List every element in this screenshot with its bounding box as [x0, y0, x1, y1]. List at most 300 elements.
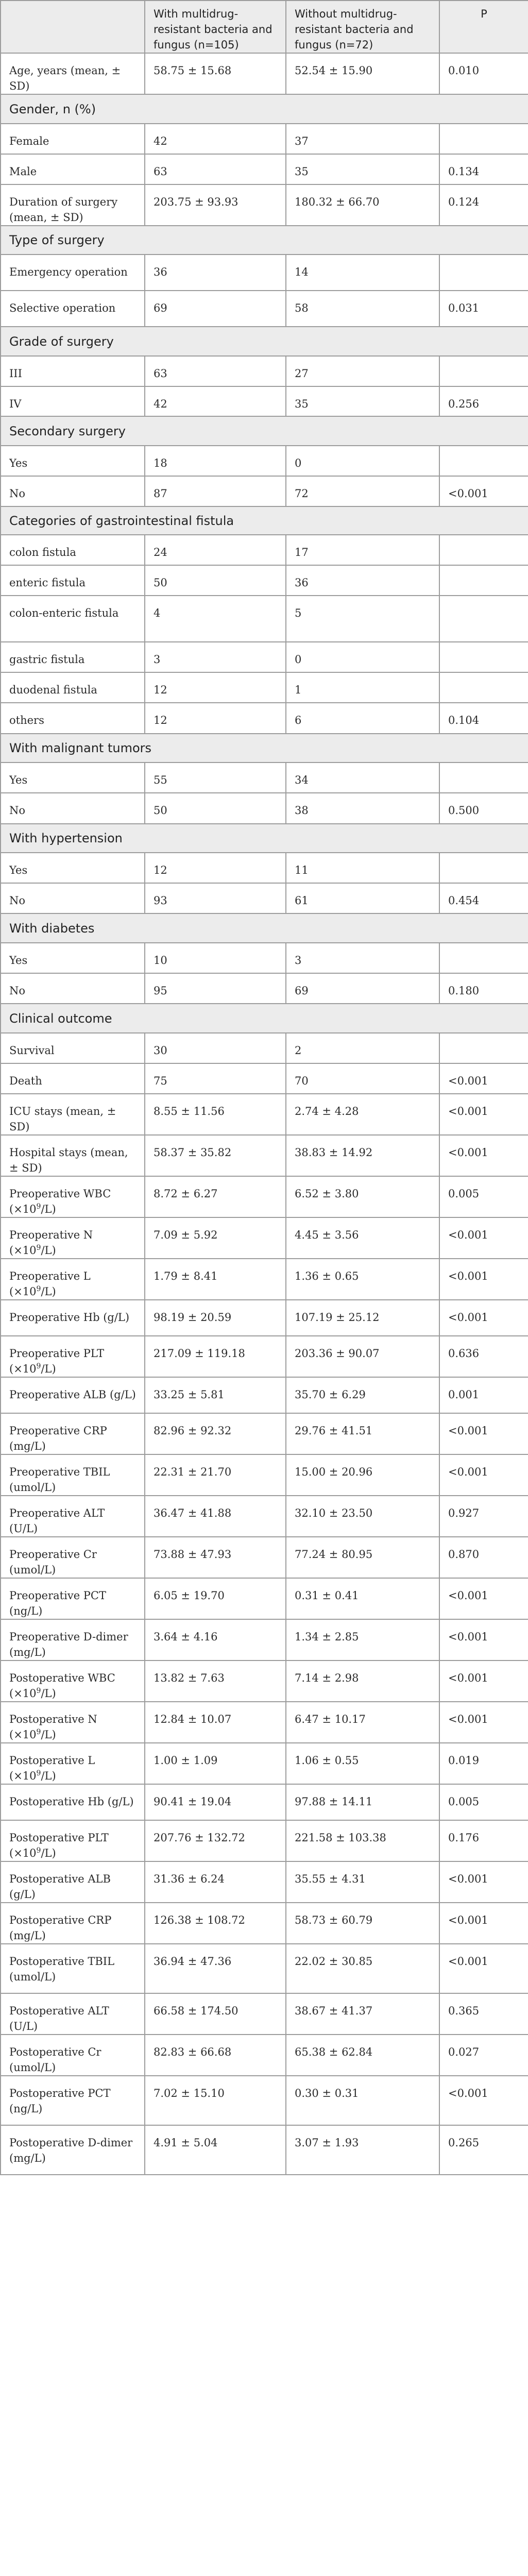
variable-cell	[1, 255, 145, 291]
without-mdr-cell: 35.70 ± 6.29	[286, 1377, 439, 1413]
header-variable	[1, 1, 145, 53]
unit-suffix: /L)	[41, 1285, 56, 1298]
p-value-cell	[439, 642, 528, 672]
variable-label: Preoperative PCT (ng/L)	[9, 1589, 106, 1617]
unit-exponent: 9	[36, 1202, 41, 1211]
unit-exponent: 9	[36, 1244, 41, 1252]
section-header-row	[1, 734, 528, 762]
p-value-cell: 0.636	[439, 1336, 528, 1377]
variable-cell	[1, 1496, 145, 1537]
table-row	[1, 793, 528, 824]
variable-label: No	[9, 985, 26, 997]
table-row	[1, 883, 528, 913]
variable-label: Preoperative CRP (mg/L)	[9, 1425, 107, 1452]
without-mdr-cell: 6.52 ± 3.80	[286, 1176, 439, 1217]
with-mdr-cell: 98.19 ± 20.59	[145, 1300, 286, 1336]
with-mdr-cell: 63	[145, 356, 286, 386]
p-value-cell: <0.001	[439, 1300, 528, 1336]
p-value-cell: <0.001	[439, 476, 528, 506]
table-row	[1, 1217, 528, 1259]
table-row	[1, 1033, 528, 1063]
without-mdr-cell: 35.55 ± 4.31	[286, 1861, 439, 1903]
p-value-cell	[439, 565, 528, 596]
table-row	[1, 1784, 528, 1820]
without-mdr-cell: 3.07 ± 1.93	[286, 2125, 439, 2175]
table-row	[1, 1660, 528, 1702]
without-mdr-cell: 37	[286, 124, 439, 154]
p-value-cell: <0.001	[439, 1660, 528, 1702]
without-mdr-cell: 61	[286, 883, 439, 913]
without-mdr-cell: 3	[286, 943, 439, 973]
without-mdr-cell: 0	[286, 446, 439, 476]
unit-suffix: /L)	[41, 1363, 56, 1375]
variable-cell	[1, 853, 145, 883]
table-row	[1, 1377, 528, 1413]
table-row	[1, 1903, 528, 1944]
variable-cell	[1, 1176, 145, 1217]
without-mdr-cell: 6	[286, 703, 439, 734]
without-mdr-cell: 32.10 ± 23.50	[286, 1496, 439, 1537]
p-value-cell: <0.001	[439, 1903, 528, 1944]
variable-cell	[1, 476, 145, 506]
with-mdr-cell: 3.64 ± 4.16	[145, 1619, 286, 1660]
variable-label: No	[9, 487, 26, 500]
p-value-cell: 0.027	[439, 2035, 528, 2076]
p-value-cell: <0.001	[439, 1413, 528, 1454]
section-header-row	[1, 1004, 528, 1033]
with-mdr-cell: 58.75 ± 15.68	[145, 53, 286, 94]
variable-cell	[1, 1454, 145, 1496]
variable-cell	[1, 1820, 145, 1861]
variable-label: colon-enteric fistula	[9, 607, 119, 619]
variable-label: colon fistula	[9, 546, 76, 558]
p-value-cell: 0.005	[439, 1784, 528, 1820]
variable-label: Postoperative TBIL (umol/L)	[9, 1955, 115, 1983]
table-row	[1, 1094, 528, 1135]
variable-label: Postoperative CRP (mg/L)	[9, 1914, 112, 1942]
table-row	[1, 53, 528, 94]
variable-cell	[1, 1903, 145, 1944]
without-mdr-cell: 1.06 ± 0.55	[286, 1743, 439, 1784]
with-mdr-cell: 63	[145, 154, 286, 184]
with-mdr-cell: 36.47 ± 41.88	[145, 1496, 286, 1537]
table-row	[1, 1496, 528, 1537]
without-mdr-cell: 29.76 ± 41.51	[286, 1413, 439, 1454]
p-value-cell: <0.001	[439, 1861, 528, 1903]
without-mdr-cell: 221.58 ± 103.38	[286, 1820, 439, 1861]
without-mdr-cell: 180.32 ± 66.70	[286, 184, 439, 226]
variable-cell	[1, 356, 145, 386]
variable-cell	[1, 1993, 145, 2035]
p-value-cell	[439, 1033, 528, 1063]
variable-label: Yes	[9, 954, 28, 967]
table-row	[1, 255, 528, 291]
table-row	[1, 535, 528, 565]
table-row	[1, 642, 528, 672]
table-row	[1, 1259, 528, 1300]
without-mdr-cell: 0.31 ± 0.41	[286, 1578, 439, 1619]
section-title: Type of surgery	[1, 226, 528, 255]
without-mdr-cell: 2.74 ± 4.28	[286, 1094, 439, 1135]
variable-cell	[1, 1300, 145, 1336]
table-row	[1, 1702, 528, 1743]
without-mdr-cell: 4.45 ± 3.56	[286, 1217, 439, 1259]
variable-cell	[1, 642, 145, 672]
without-mdr-cell: 5	[286, 596, 439, 642]
variable-cell	[1, 1660, 145, 1702]
variable-cell	[1, 943, 145, 973]
without-mdr-cell: 15.00 ± 20.96	[286, 1454, 439, 1496]
variable-cell	[1, 1619, 145, 1660]
table-row	[1, 1993, 528, 2035]
p-value-cell	[439, 762, 528, 793]
variable-cell	[1, 154, 145, 184]
variable-cell	[1, 535, 145, 565]
table-row	[1, 703, 528, 734]
variable-label: Preoperative ALB (g/L)	[9, 1388, 136, 1401]
unit-exponent: 9	[36, 1846, 41, 1855]
table-row	[1, 1619, 528, 1660]
with-mdr-cell: 95	[145, 973, 286, 1004]
unit-suffix: /L)	[41, 1244, 56, 1257]
section-header-row	[1, 913, 528, 943]
unit-suffix: /L)	[41, 1203, 56, 1215]
variable-label: Postoperative PLT (×10	[9, 1832, 109, 1859]
p-value-cell: <0.001	[439, 2076, 528, 2125]
with-mdr-cell: 93	[145, 883, 286, 913]
with-mdr-cell: 36	[145, 255, 286, 291]
table-row	[1, 476, 528, 506]
variable-cell	[1, 793, 145, 824]
variable-cell	[1, 1944, 145, 1993]
section-title: Secondary surgery	[1, 416, 528, 446]
variable-label: Postoperative ALT (U/L)	[9, 2005, 109, 2032]
p-value-cell	[439, 672, 528, 703]
with-mdr-cell: 12	[145, 703, 286, 734]
with-mdr-cell: 203.75 ± 93.93	[145, 184, 286, 226]
without-mdr-cell: 14	[286, 255, 439, 291]
variable-label: Hospital stays (mean, ± SD)	[9, 1146, 128, 1174]
variable-label: Preoperative ALT (U/L)	[9, 1507, 105, 1535]
without-mdr-cell: 0	[286, 642, 439, 672]
with-mdr-cell: 10	[145, 943, 286, 973]
table-row	[1, 1861, 528, 1903]
header-with-mdr: With multidrug-resistant bacteria and fungus (n=105)	[145, 1, 286, 53]
with-mdr-cell: 126.38 ± 108.72	[145, 1903, 286, 1944]
table-row	[1, 1413, 528, 1454]
variable-cell	[1, 2076, 145, 2125]
table-row	[1, 973, 528, 1004]
variable-cell	[1, 1377, 145, 1413]
without-mdr-cell: 77.24 ± 80.95	[286, 1537, 439, 1578]
variable-label: ICU stays (mean, ± SD)	[9, 1105, 116, 1133]
variable-cell	[1, 1743, 145, 1784]
with-mdr-cell: 18	[145, 446, 286, 476]
without-mdr-cell: 203.36 ± 90.07	[286, 1336, 439, 1377]
variable-label: Postoperative ALB (g/L)	[9, 1873, 111, 1901]
without-mdr-cell: 38.83 ± 14.92	[286, 1135, 439, 1176]
without-mdr-cell: 35	[286, 154, 439, 184]
with-mdr-cell: 7.09 ± 5.92	[145, 1217, 286, 1259]
with-mdr-cell: 207.76 ± 132.72	[145, 1820, 286, 1861]
variable-cell	[1, 565, 145, 596]
variable-cell	[1, 1537, 145, 1578]
p-value-cell: <0.001	[439, 1702, 528, 1743]
unit-suffix: /L)	[41, 1687, 56, 1700]
header-row	[1, 1, 528, 53]
unit-exponent: 9	[36, 1362, 41, 1370]
variable-label: Selective operation	[9, 302, 116, 314]
with-mdr-cell: 66.58 ± 174.50	[145, 1993, 286, 2035]
table-row	[1, 291, 528, 327]
section-title: With hypertension	[1, 824, 528, 853]
without-mdr-cell: 1.34 ± 2.85	[286, 1619, 439, 1660]
without-mdr-cell: 65.38 ± 62.84	[286, 2035, 439, 2076]
variable-label: Duration of surgery (mean, ± SD)	[9, 196, 118, 224]
with-mdr-cell: 217.09 ± 119.18	[145, 1336, 286, 1377]
p-value-cell	[439, 943, 528, 973]
with-mdr-cell: 13.82 ± 7.63	[145, 1660, 286, 1702]
without-mdr-cell: 36	[286, 565, 439, 596]
p-value-cell: 0.005	[439, 1176, 528, 1217]
table-row	[1, 2035, 528, 2076]
variable-label: Preoperative Cr (umol/L)	[9, 1548, 97, 1576]
with-mdr-cell: 69	[145, 291, 286, 327]
with-mdr-cell: 75	[145, 1063, 286, 1094]
with-mdr-cell: 12	[145, 853, 286, 883]
without-mdr-cell: 1.36 ± 0.65	[286, 1259, 439, 1300]
table-row	[1, 124, 528, 154]
variable-label: duodenal fistula	[9, 684, 97, 696]
without-mdr-cell: 11	[286, 853, 439, 883]
unit-exponent: 9	[36, 1728, 41, 1736]
variable-cell	[1, 386, 145, 416]
p-value-cell: 0.870	[439, 1537, 528, 1578]
variable-cell	[1, 672, 145, 703]
table-row	[1, 943, 528, 973]
without-mdr-cell: 58.73 ± 60.79	[286, 1903, 439, 1944]
section-header-row	[1, 416, 528, 446]
table-row	[1, 565, 528, 596]
table-row	[1, 596, 528, 642]
variable-cell	[1, 1413, 145, 1454]
p-value-cell	[439, 535, 528, 565]
section-title: Clinical outcome	[1, 1004, 528, 1033]
table-row	[1, 386, 528, 416]
variable-label: Postoperative Cr (umol/L)	[9, 2046, 101, 2074]
p-value-cell: 0.265	[439, 2125, 528, 2175]
without-mdr-cell: 69	[286, 973, 439, 1004]
variable-label: others	[9, 714, 44, 726]
variable-cell	[1, 124, 145, 154]
section-header-row	[1, 824, 528, 853]
variable-cell	[1, 1033, 145, 1063]
table-row	[1, 1063, 528, 1094]
variable-cell	[1, 1702, 145, 1743]
without-mdr-cell: 34	[286, 762, 439, 793]
table-row	[1, 1300, 528, 1336]
unit-exponent: 9	[36, 1285, 41, 1293]
variable-label: Death	[9, 1075, 42, 1087]
variable-label: Preoperative L (×10	[9, 1270, 91, 1298]
section-title: Categories of gastrointestinal fistula	[1, 506, 528, 535]
p-value-cell: 0.104	[439, 703, 528, 734]
table-row	[1, 2076, 528, 2125]
variable-label: Emergency operation	[9, 266, 128, 278]
unit-suffix: /L)	[41, 1847, 56, 1859]
with-mdr-cell: 82.96 ± 92.32	[145, 1413, 286, 1454]
with-mdr-cell: 22.31 ± 21.70	[145, 1454, 286, 1496]
variable-label: Postoperative N (×10	[9, 1713, 97, 1741]
without-mdr-cell: 107.19 ± 25.12	[286, 1300, 439, 1336]
with-mdr-cell: 1.79 ± 8.41	[145, 1259, 286, 1300]
variable-label: Postoperative WBC (×10	[9, 1672, 115, 1700]
variable-label: Postoperative D-dimer (mg/L)	[9, 2137, 133, 2164]
with-mdr-cell: 73.88 ± 47.93	[145, 1537, 286, 1578]
p-value-cell: <0.001	[439, 1135, 528, 1176]
p-value-cell	[439, 596, 528, 642]
unit-suffix: /L)	[41, 1770, 56, 1782]
variable-label: Female	[9, 135, 49, 147]
table-row	[1, 1537, 528, 1578]
with-mdr-cell: 42	[145, 386, 286, 416]
section-header-row	[1, 226, 528, 255]
variable-cell	[1, 1217, 145, 1259]
table-row	[1, 672, 528, 703]
variable-label: IV	[9, 398, 22, 410]
variable-cell	[1, 1336, 145, 1377]
without-mdr-cell: 2	[286, 1033, 439, 1063]
p-value-cell: 0.031	[439, 291, 528, 327]
p-value-cell: 0.176	[439, 1820, 528, 1861]
variable-label: Yes	[9, 457, 28, 469]
variable-cell	[1, 1094, 145, 1135]
table-row	[1, 154, 528, 184]
table-body	[1, 53, 528, 2175]
p-value-cell: 0.124	[439, 184, 528, 226]
unit-suffix: /L)	[41, 1728, 56, 1741]
table-row	[1, 762, 528, 793]
without-mdr-cell: 97.88 ± 14.11	[286, 1784, 439, 1820]
p-value-cell: 0.256	[439, 386, 528, 416]
table-row	[1, 446, 528, 476]
with-mdr-cell: 87	[145, 476, 286, 506]
section-header-row	[1, 94, 528, 124]
variable-cell	[1, 1784, 145, 1820]
variable-label: Survival	[9, 1044, 55, 1057]
variable-cell	[1, 446, 145, 476]
variable-cell	[1, 53, 145, 94]
with-mdr-cell: 50	[145, 565, 286, 596]
p-value-cell: <0.001	[439, 1259, 528, 1300]
variable-label: Yes	[9, 774, 28, 786]
table-row	[1, 1743, 528, 1784]
with-mdr-cell: 31.36 ± 6.24	[145, 1861, 286, 1903]
variable-label: Preoperative PLT (×10	[9, 1347, 105, 1375]
variable-cell	[1, 883, 145, 913]
variable-label: No	[9, 894, 26, 907]
with-mdr-cell: 36.94 ± 47.36	[145, 1944, 286, 1993]
table-row	[1, 1578, 528, 1619]
without-mdr-cell: 6.47 ± 10.17	[286, 1702, 439, 1743]
p-value-cell: 0.180	[439, 973, 528, 1004]
with-mdr-cell: 12	[145, 672, 286, 703]
without-mdr-cell: 35	[286, 386, 439, 416]
p-value-cell	[439, 853, 528, 883]
variable-label: enteric fistula	[9, 577, 86, 589]
without-mdr-cell: 72	[286, 476, 439, 506]
with-mdr-cell: 1.00 ± 1.09	[145, 1743, 286, 1784]
p-value-cell: <0.001	[439, 1944, 528, 1993]
variable-label: Yes	[9, 864, 28, 876]
without-mdr-cell: 17	[286, 535, 439, 565]
variable-cell	[1, 762, 145, 793]
variable-label: Preoperative Hb (g/L)	[9, 1311, 130, 1324]
variable-label: No	[9, 804, 26, 817]
without-mdr-cell: 38.67 ± 41.37	[286, 1993, 439, 2035]
variable-cell	[1, 184, 145, 226]
variable-label: Preoperative N (×10	[9, 1229, 93, 1257]
p-value-cell: <0.001	[439, 1619, 528, 1660]
variable-cell	[1, 291, 145, 327]
p-value-cell: 0.927	[439, 1496, 528, 1537]
section-header-row	[1, 327, 528, 356]
with-mdr-cell: 33.25 ± 5.81	[145, 1377, 286, 1413]
p-value-cell: <0.001	[439, 1454, 528, 1496]
with-mdr-cell: 42	[145, 124, 286, 154]
variable-cell	[1, 1063, 145, 1094]
table-row	[1, 1454, 528, 1496]
variable-label: Postoperative L (×10	[9, 1754, 95, 1782]
without-mdr-cell: 70	[286, 1063, 439, 1094]
p-value-cell	[439, 446, 528, 476]
without-mdr-cell: 1	[286, 672, 439, 703]
without-mdr-cell: 38	[286, 793, 439, 824]
header-without-mdr: Without multidrug-resistant bacteria and fungus (n=72)	[286, 1, 439, 53]
p-value-cell: <0.001	[439, 1217, 528, 1259]
with-mdr-cell: 8.55 ± 11.56	[145, 1094, 286, 1135]
p-value-cell: 0.001	[439, 1377, 528, 1413]
variable-label: III	[9, 367, 22, 380]
section-title: Gender, n (%)	[1, 94, 528, 124]
variable-cell	[1, 703, 145, 734]
unit-exponent: 9	[36, 1687, 41, 1695]
p-value-cell: 0.500	[439, 793, 528, 824]
without-mdr-cell: 27	[286, 356, 439, 386]
p-value-cell: 0.010	[439, 53, 528, 94]
variable-label: Preoperative TBIL (umol/L)	[9, 1466, 110, 1494]
variable-cell	[1, 1135, 145, 1176]
with-mdr-cell: 6.05 ± 19.70	[145, 1578, 286, 1619]
table-row	[1, 1336, 528, 1377]
variable-label: Preoperative D-dimer (mg/L)	[9, 1631, 128, 1658]
without-mdr-cell: 58	[286, 291, 439, 327]
variable-cell	[1, 1861, 145, 1903]
variable-label: gastric fistula	[9, 653, 85, 666]
table-row	[1, 1135, 528, 1176]
variable-label: Postoperative Hb (g/L)	[9, 1795, 134, 1808]
p-value-cell: 0.019	[439, 1743, 528, 1784]
p-value-cell: 0.454	[439, 883, 528, 913]
section-title: With diabetes	[1, 913, 528, 943]
with-mdr-cell: 24	[145, 535, 286, 565]
table-row	[1, 2125, 528, 2175]
table-row	[1, 1820, 528, 1861]
with-mdr-cell: 4.91 ± 5.04	[145, 2125, 286, 2175]
section-title: With malignant tumors	[1, 734, 528, 762]
with-mdr-cell: 8.72 ± 6.27	[145, 1176, 286, 1217]
table-row	[1, 1176, 528, 1217]
